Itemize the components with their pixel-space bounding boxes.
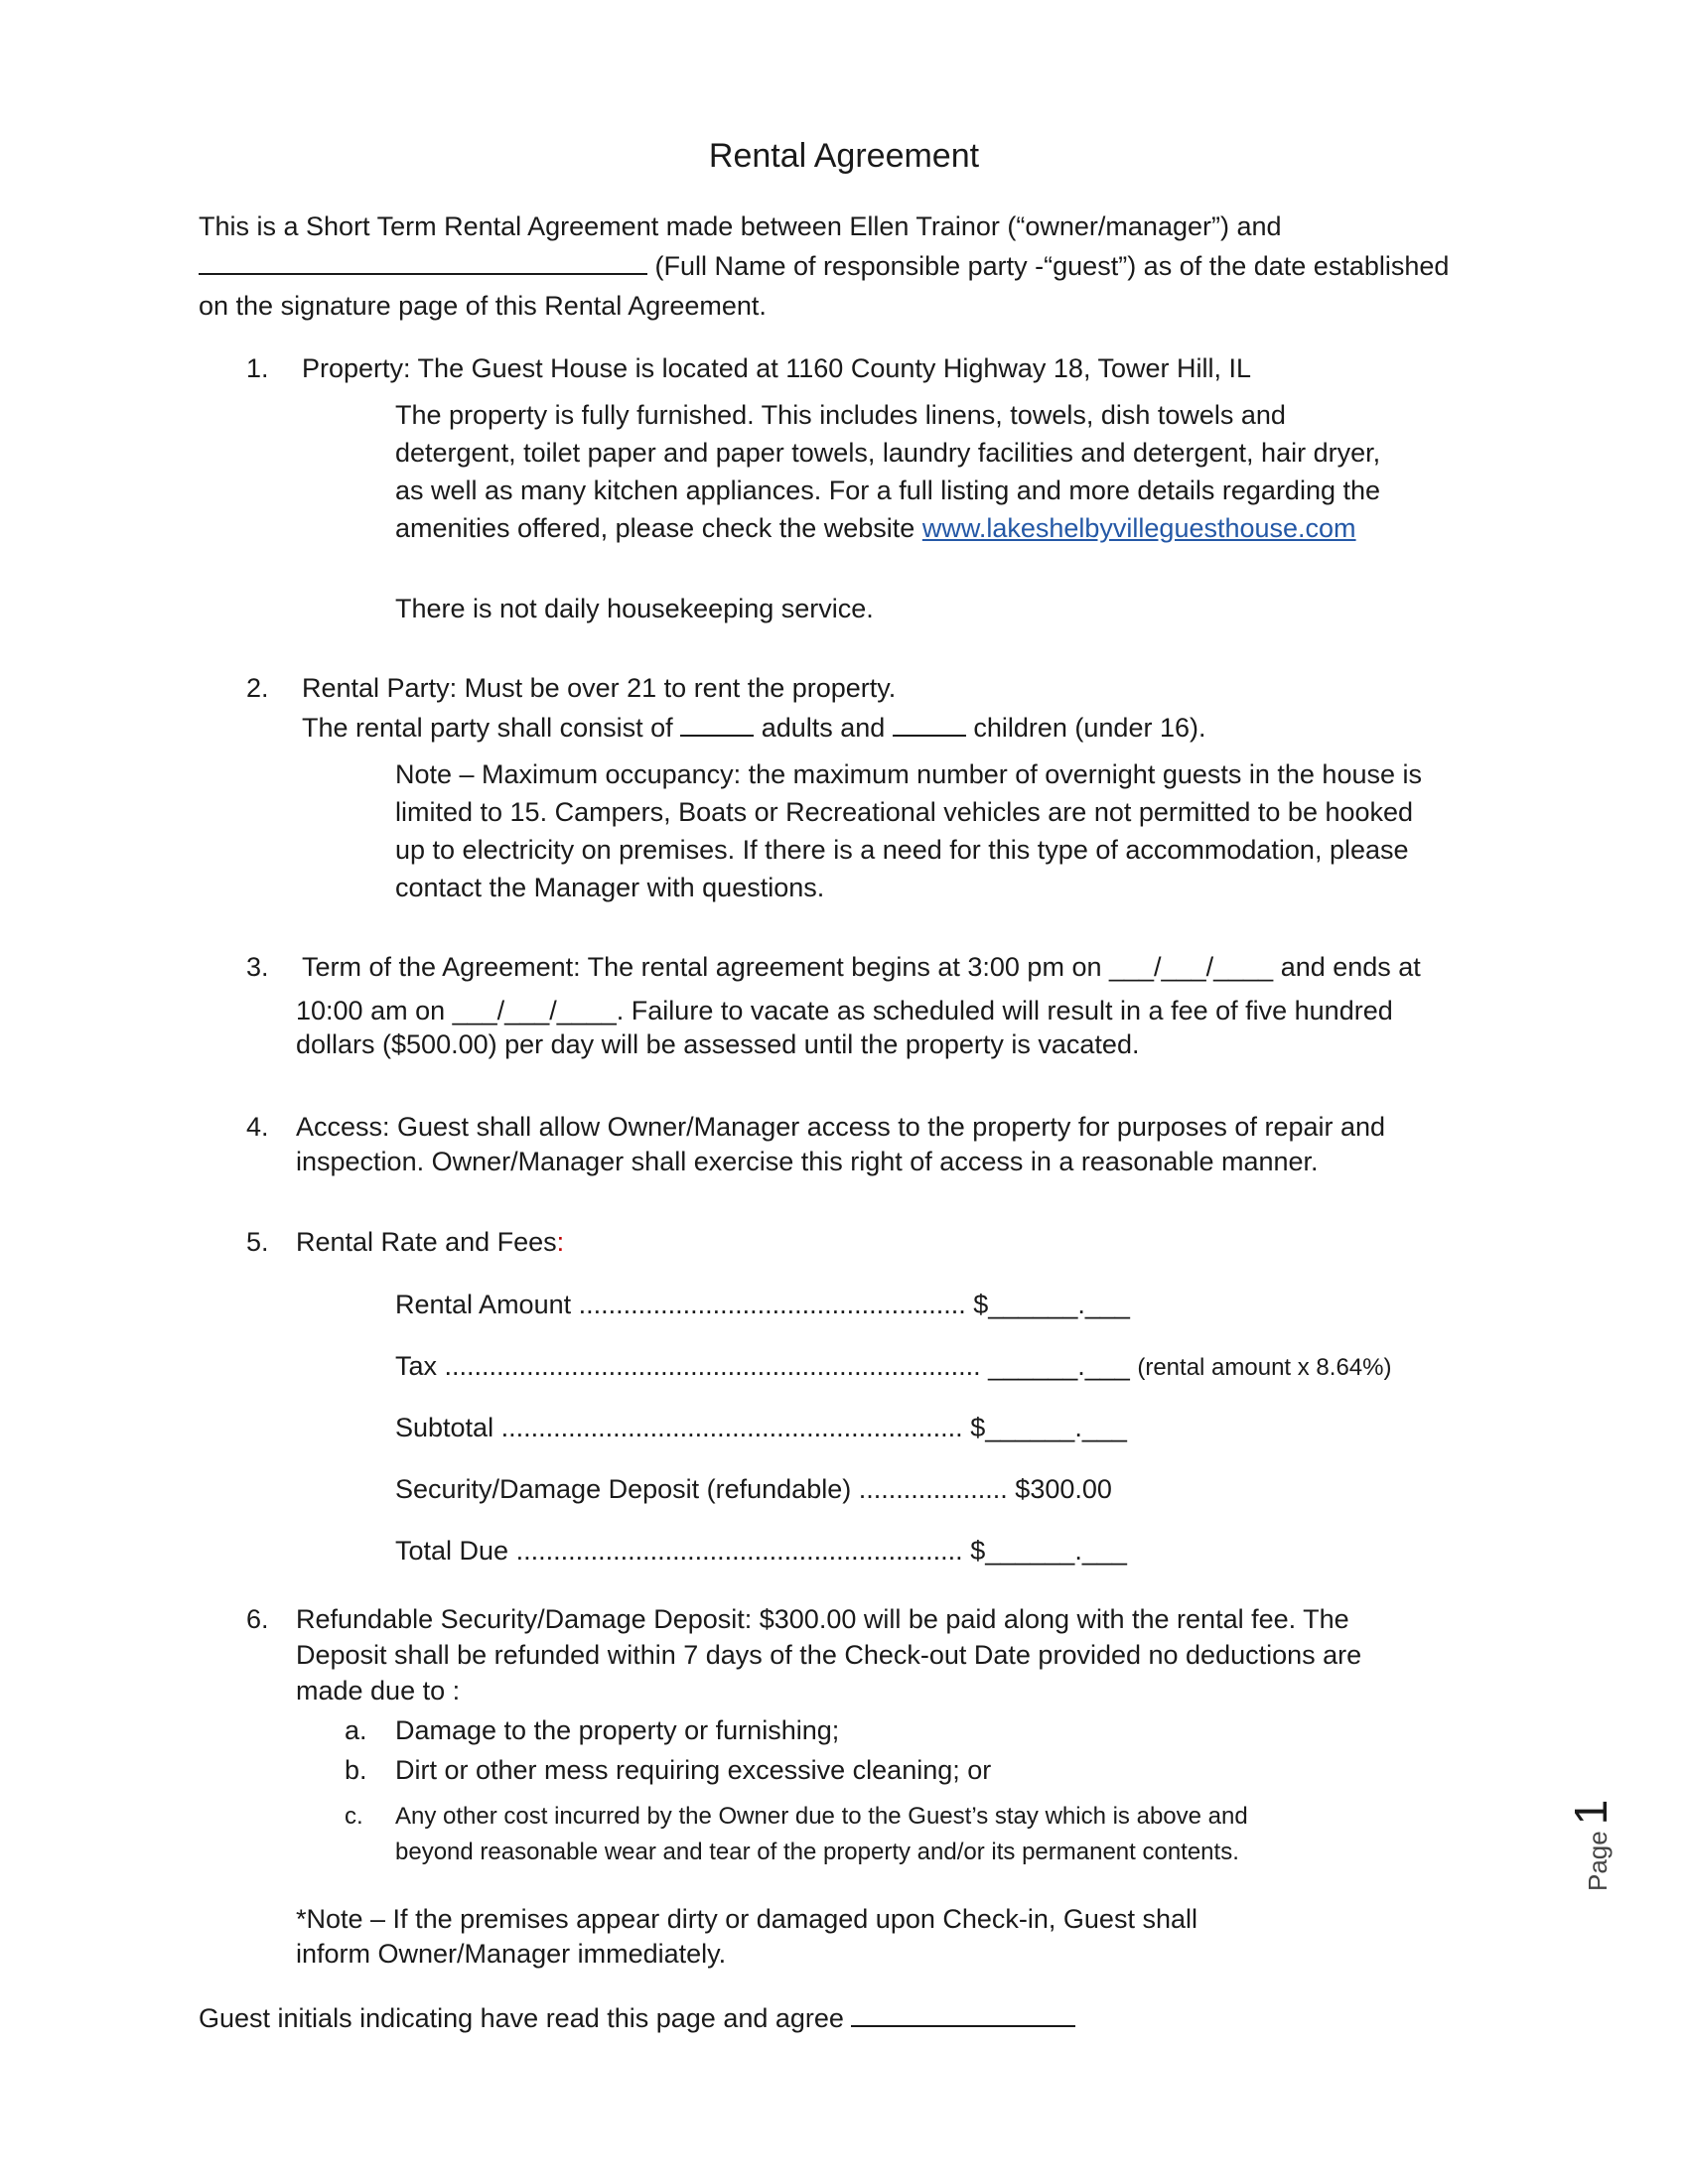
fee-label: Security/Damage Deposit (refundable) (395, 1474, 852, 1504)
guest-initials-line (199, 2000, 1075, 2036)
term-line-1-text-a: Term of the Agreement: The rental agreement begins at 3:00 pm on (302, 952, 1102, 982)
deposit-line-2: Deposit shall be refunded within 7 days of the Check-out Date provided no deductions are (296, 1640, 1362, 1670)
fee-value-field[interactable]: ______.___ (988, 1351, 1130, 1381)
housekeeping-note: There is not daily housekeeping service. (395, 594, 874, 623)
fee-label: Total Due (395, 1536, 509, 1566)
rental-party-line (302, 710, 1206, 746)
rental-party-text-c: children (under 16). (973, 713, 1206, 743)
fee-leader-dots: .............................................................. (500, 1413, 963, 1442)
section-1-para-4-text: amenities offered, please check the website (395, 513, 915, 543)
term-line-1-text-b: and ends at (1280, 952, 1421, 982)
guest-initials-field[interactable] (851, 2001, 1075, 2027)
section-4-number: 4. (246, 1112, 269, 1142)
fee-label: Tax (395, 1351, 438, 1381)
intro-line-2 (199, 248, 1449, 284)
deduction-item-c-cont: beyond reasonable wear and tear of the property and/or its permanent contents. (395, 1839, 1239, 1865)
section-5-heading-text: Rental Rate and Fees (296, 1227, 557, 1257)
section-1-para-3: as well as many kitchen appliances. For a full listing and more details regarding the (395, 476, 1381, 505)
fee-leader-dots: ............................................................ (515, 1536, 963, 1566)
end-date-field[interactable]: ___/___/____ (452, 996, 617, 1025)
guest-initials-text: Guest initials indicating have read this page and agree (199, 2003, 844, 2033)
page-number (1564, 1782, 1619, 1891)
page-label: Page (1583, 1831, 1613, 1891)
children-count-field[interactable] (893, 711, 966, 737)
website-link[interactable]: www.lakeshelbyvilleguesthouse.com (921, 513, 1356, 543)
term-line-3: dollars ($500.00) per day will be assessed until the property is vacated. (296, 1029, 1140, 1059)
deduction-item-a: Damage to the property or furnishing; (395, 1715, 840, 1745)
section-5-number: 5. (246, 1227, 269, 1257)
occupancy-note-2: limited to 15. Campers, Boats or Recreational vehicles are not permitted to be hooked (395, 797, 1414, 827)
deduction-item-b: Dirt or other mess requiring excessive cleaning; or (395, 1755, 992, 1785)
fee-leader-dots: ........................................................................ (444, 1351, 981, 1381)
deduction-marker-c: c. (345, 1803, 363, 1830)
occupancy-note-3: up to electricity on premises. If there is a need for this type of accommodation, please (395, 835, 1409, 865)
fee-label: Subtotal (395, 1413, 494, 1442)
rental-party-text-a: The rental party shall consist of (302, 713, 673, 743)
term-line-1 (302, 949, 1421, 985)
checkin-note-2: inform Owner/Manager immediately. (296, 1939, 727, 1969)
checkin-note-1: *Note – If the premises appear dirty or damaged upon Check-in, Guest shall (296, 1904, 1197, 1934)
rental-party-text-b: adults and (761, 713, 886, 743)
access-line-1: Access: Guest shall allow Owner/Manager access to the property for purposes of repair and (296, 1112, 1386, 1142)
guest-name-field[interactable] (199, 249, 647, 275)
section-1-para-1: The property is fully furnished. This includes linens, towels, dish towels and (395, 400, 1286, 430)
page-number-value: 1 (1565, 1799, 1617, 1826)
intro-line-3: on the signature page of this Rental Agreement. (199, 291, 767, 321)
deduction-marker-b: b. (345, 1755, 367, 1785)
fee-label: Rental Amount (395, 1290, 572, 1319)
section-1-para-4 (395, 510, 1356, 546)
deposit-line-1: Refundable Security/Damage Deposit: $300.00 will be paid along with the rental fee. The (296, 1604, 1349, 1634)
deduction-marker-a: a. (345, 1715, 367, 1745)
fee-leader-dots: .................................................... (578, 1290, 966, 1319)
term-line-2-text-a: 10:00 am on (296, 996, 446, 1025)
section-2-heading: Rental Party: Must be over 21 to rent the property. (302, 673, 897, 703)
intro-line-2-text: (Full Name of responsible party -“guest”) as of the date established (654, 251, 1450, 281)
fee-leader-dots: .................... (858, 1474, 1008, 1504)
section-3-number: 3. (246, 952, 269, 982)
fee-row-security-deposit (395, 1471, 1112, 1507)
start-date-field[interactable]: ___/___/____ (1109, 952, 1274, 982)
tax-note: (rental amount x 8.64%) (1137, 1354, 1392, 1381)
fee-value-field[interactable]: $______.___ (970, 1413, 1127, 1442)
deduction-item-c: Any other cost incurred by the Owner due to the Guest’s stay which is above and (395, 1803, 1248, 1830)
occupancy-note-1: Note – Maximum occupancy: the maximum number of overnight guests in the house is (395, 759, 1422, 789)
fee-row-tax (395, 1348, 1391, 1386)
intro-line-1: This is a Short Term Rental Agreement made between Ellen Trainor (“owner/manager”) and (199, 211, 1282, 241)
fee-value-field[interactable]: $______.___ (973, 1290, 1130, 1319)
section-1-number: 1. (246, 353, 269, 383)
section-1-para-2: detergent, toilet paper and paper towels, laundry facilities and detergent, hair dryer, (395, 438, 1381, 468)
term-line-2-text-b: . Failure to vacate as scheduled will result in a fee of five hundred (616, 996, 1393, 1025)
adults-count-field[interactable] (680, 711, 754, 737)
occupancy-note-4: contact the Manager with questions. (395, 873, 825, 902)
section-1-heading: Property: The Guest House is located at 1160 County Highway 18, Tower Hill, IL (302, 353, 1251, 383)
page-title: Rental Agreement (708, 137, 980, 175)
fee-value: $300.00 (1015, 1474, 1112, 1504)
fee-row-total-due (395, 1533, 1127, 1569)
fee-value-field[interactable]: $______.___ (970, 1536, 1127, 1566)
section-6-number: 6. (246, 1604, 269, 1634)
section-5-heading (296, 1224, 564, 1260)
section-2-number: 2. (246, 673, 269, 703)
term-line-2 (296, 993, 1393, 1028)
fee-row-rental-amount (395, 1287, 1130, 1322)
fee-row-subtotal (395, 1410, 1127, 1445)
deposit-line-3: made due to : (296, 1676, 461, 1706)
access-line-2: inspection. Owner/Manager shall exercise this right of access in a reasonable manner. (296, 1147, 1319, 1176)
section-5-heading-colon: : (556, 1227, 565, 1257)
